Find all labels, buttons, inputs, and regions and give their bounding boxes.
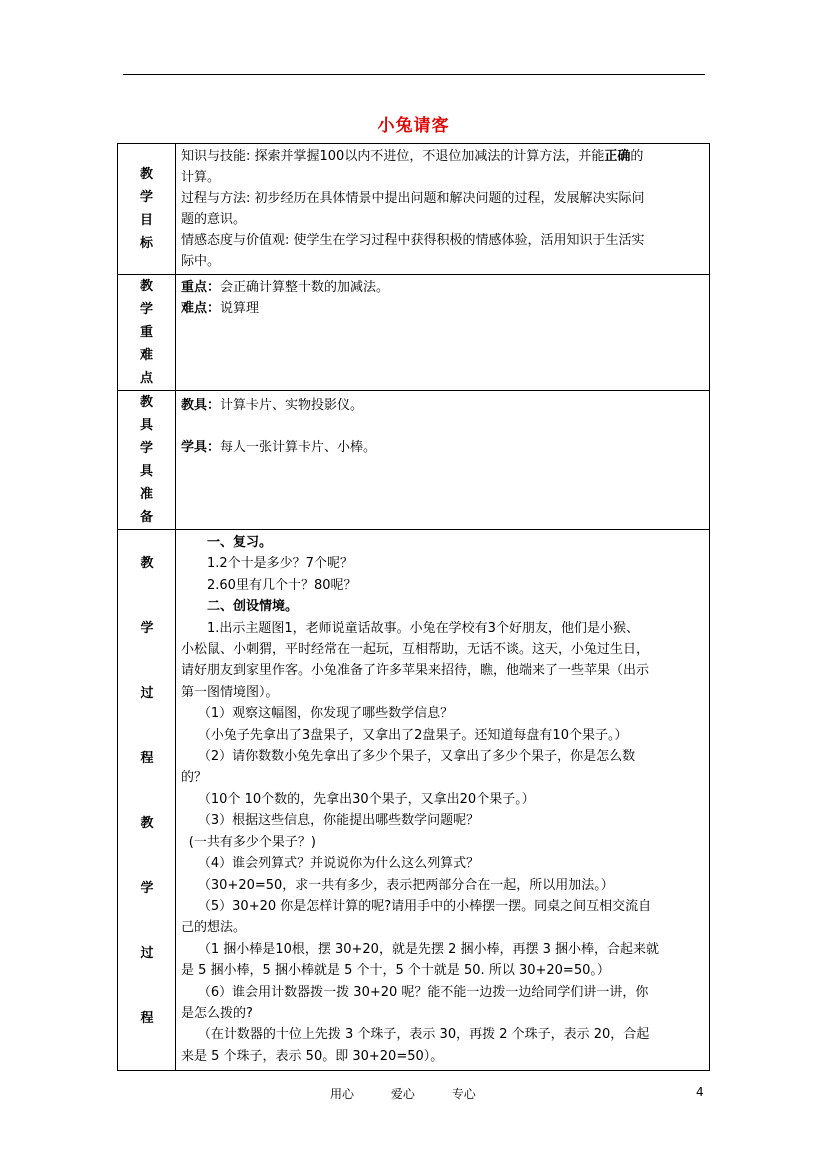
question: （1）观察这幅图，你发现了哪些数学信息？ (197, 706, 454, 722)
header-rule (123, 74, 705, 75)
answer: 是 5 捆小棒，5 捆小棒就是 5 个十，5 个十就是 50. 所以 30+20=50。） (181, 963, 610, 979)
label-char: 目 (139, 213, 153, 228)
objective-line: 计算。 (181, 170, 221, 185)
label-char: 学 (140, 881, 154, 896)
label-char: 程 (140, 751, 154, 766)
label-char: 学 (139, 190, 153, 205)
label-teaching-process (118, 530, 176, 1071)
label-materials (118, 391, 176, 530)
text: 知识与技能: 探索并掌握100以内不进位，不退位加减法的计算方法，并能 (181, 149, 605, 164)
paragraph: 第一图情境图）。 (181, 684, 279, 700)
key-value: 会正确计算整十数的加减法。 (220, 280, 390, 295)
answer: （小兔子先拿出了3盘果子，又拿出了2盘果子。还知道每盘有10个果子。） (197, 727, 628, 743)
row-materials (118, 391, 710, 530)
section-heading: 一、复习。 (207, 535, 273, 550)
text: 的 (630, 149, 644, 164)
answer: （1 捆小棒是10根，摆 30+20，就是先摆 2 捆小棒，再摆 3 捆小棒，合起来就 (197, 941, 660, 957)
question: 己的想法。 (181, 920, 247, 936)
question: 是怎么拨的? (181, 1005, 253, 1021)
question: （6）谁会用计数器拨一拨 30+20 呢？能不能一边拨一边给同学们讲一讲，你 (197, 984, 649, 1000)
label-char: 教 (139, 167, 153, 182)
label-char: 教 (140, 556, 154, 571)
label-char: 准 (139, 487, 153, 502)
footer-mottos (330, 1085, 509, 1102)
answer: (一共有多少个果子？) (188, 834, 316, 850)
difficulty-point (181, 298, 705, 319)
question: （4）谁会列算式？并说说你为什么这么列算式？ (197, 856, 480, 872)
key-label: 学具： (181, 440, 221, 455)
label-char: 标 (139, 236, 153, 251)
question: （5）30+20 你是怎样计算的呢?请用手中的小棒摆一摆。同桌之间互相交流自 (197, 898, 652, 914)
bold-text: 正确 (604, 149, 631, 164)
label-char: 学 (139, 441, 153, 456)
label-char: 教 (140, 816, 154, 831)
objective-line (181, 146, 705, 167)
row-key-points (118, 275, 710, 391)
paragraph: 2.60里有几个十？80呢？ (207, 577, 357, 593)
page-number: 4 (696, 1085, 704, 1099)
answer: 来是 5 个珠子，表示 50。即 30+20=50）。 (181, 1048, 444, 1064)
row-teaching-process (118, 530, 710, 1071)
process-content (176, 530, 710, 1071)
label-char: 学 (139, 302, 153, 317)
learning-aids (181, 437, 705, 458)
key-point (181, 277, 705, 298)
label-char: 重 (139, 325, 153, 340)
footer-motto: 用心 (330, 1087, 355, 1101)
answer: （10个 10个数的，先拿出30个果子，又拿出20个果子。） (197, 791, 535, 807)
key-value: 计算卡片、实物投影仪。 (220, 398, 364, 413)
key-value: 说算理 (220, 301, 260, 316)
label-char: 教 (139, 395, 153, 410)
objectives-content (176, 144, 710, 275)
teaching-aids (181, 395, 705, 416)
section-heading: 二、创设情境。 (207, 599, 299, 615)
footer-motto: 爱心 (390, 1087, 415, 1101)
label-char: 学 (140, 621, 154, 636)
objective-line: 情感态度与价值观: 使学生在学习过程中获得积极的情感体验，活用知识于生活实 (181, 233, 645, 248)
question: （2）请你数数小兔先拿出了多少个果子，又拿出了多少个果子，你是怎么数 (197, 749, 636, 765)
objective-line: 际中。 (181, 254, 221, 269)
label-char: 过 (140, 946, 154, 961)
document-title: 小兔请客 (377, 116, 450, 136)
label-char: 具 (139, 464, 153, 479)
label-char: 难 (139, 348, 153, 363)
question: 的？ (181, 770, 208, 786)
row-teaching-objectives (118, 144, 710, 275)
question: （3）根据这些信息，你能提出哪些数学问题呢？ (197, 813, 480, 829)
paragraph: 1.出示主题图1，老师说童话故事。小兔在学校有3个好朋友，他们是小猴、 (207, 620, 639, 636)
label-char: 程 (140, 1011, 154, 1026)
label-char: 具 (139, 418, 153, 433)
objective-line: 题的意识。 (181, 212, 247, 227)
label-char: 点 (139, 371, 153, 386)
label-char: 教 (139, 279, 153, 294)
key-value: 每人一张计算卡片、小棒。 (220, 440, 377, 455)
footer-motto: 专心 (451, 1087, 476, 1101)
answer: （在计数器的十位上先拨 3 个珠子，表示 30，再拨 2 个珠子，表示 20，合起 (197, 1027, 650, 1043)
materials-content (176, 391, 710, 530)
label-char: 备 (139, 510, 153, 525)
objective-line: 过程与方法: 初步经历在具体情景中提出问题和解决问题的过程，发展解决实际问 (181, 191, 645, 206)
label-key-points (118, 275, 176, 391)
paragraph: 小松鼠、小刺猬，平时经常在一起玩，互相帮助，无话不谈。这天，小兔过生日， (181, 642, 650, 658)
lesson-plan-table (117, 143, 710, 1071)
key-label: 教具： (181, 398, 221, 413)
paragraph: 1.2个十是多少？7个呢？ (207, 556, 353, 572)
paragraph: 请好朋友到家里作客。小兔准备了许多苹果来招待，瞧，他端来了一些苹果（出示 (181, 663, 650, 679)
answer: （30+20=50，求一共有多少，表示把两部分合在一起，所以用加法。） (197, 877, 614, 893)
key-points-content (176, 275, 710, 391)
label-teaching-objectives (118, 144, 176, 275)
key-label: 重点： (181, 280, 221, 295)
label-char: 过 (140, 686, 154, 701)
key-label: 难点： (181, 301, 221, 316)
